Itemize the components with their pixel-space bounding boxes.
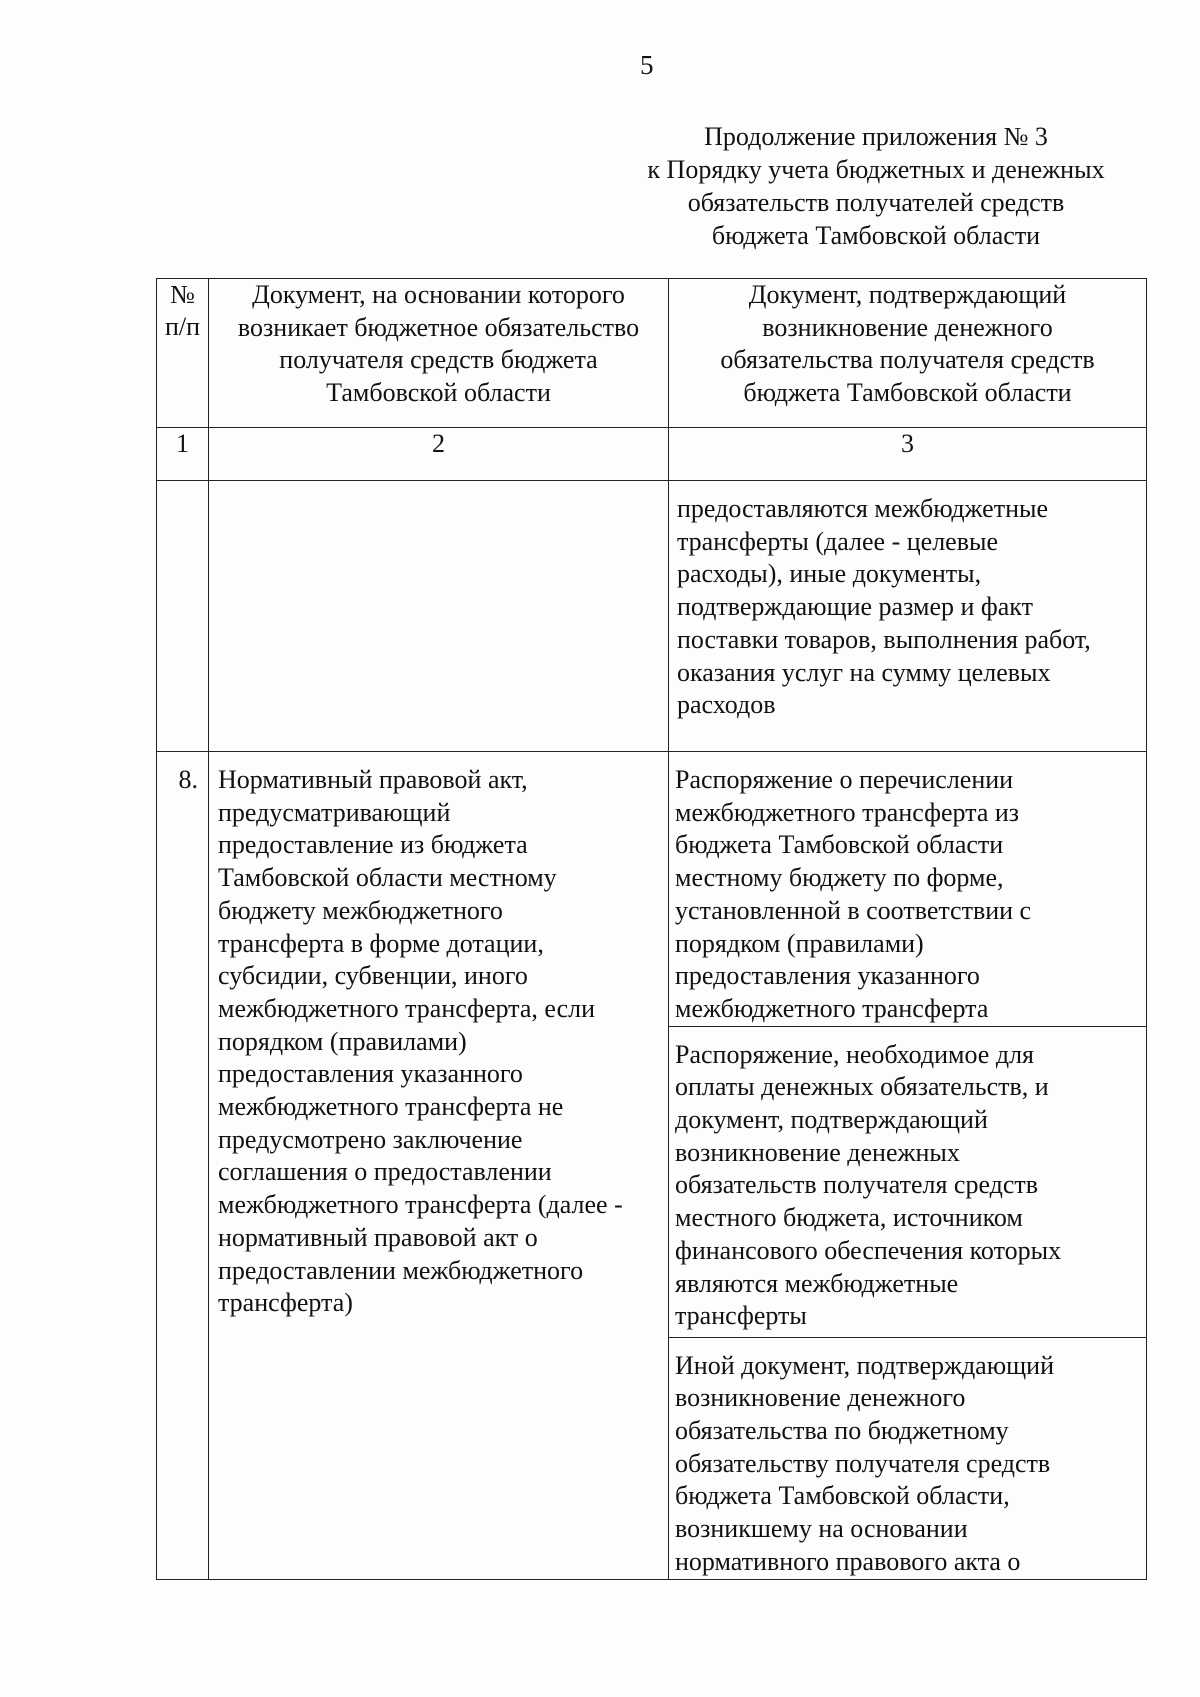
cell-line: предоставления указанного xyxy=(218,1059,523,1089)
cell-line: предоставления указанного xyxy=(675,961,980,991)
cell-line: трансферты xyxy=(675,1301,807,1331)
cell-line: бюджета Тамбовской области, xyxy=(675,1481,1010,1511)
cell-line: межбюджетного трансферта из xyxy=(675,797,1020,827)
appendix-heading-line: бюджета Тамбовской области xyxy=(711,221,1041,250)
cell-line: межбюджетного трансферта xyxy=(675,993,989,1023)
header-line: возникает бюджетное обязательство xyxy=(237,312,640,342)
cell-line: межбюджетного трансферта не xyxy=(218,1092,564,1122)
cell-line: местному бюджету по форме, xyxy=(675,863,1004,893)
cell-line: финансового обеспечения которых xyxy=(675,1235,1062,1265)
column-index-cell: 3 xyxy=(669,428,1147,481)
cell-line: субсидии, субвенции, иного xyxy=(218,961,528,991)
cell-line: поставки товаров, выполнения работ, xyxy=(677,624,1091,654)
cell-line: соглашения о предоставлении xyxy=(218,1157,552,1187)
confirming-document-cell xyxy=(669,481,1147,752)
cell-line: обязательству получателя средств xyxy=(675,1448,1051,1478)
cell-line: являются межбюджетные xyxy=(675,1268,959,1298)
row-number-cell: 8. xyxy=(157,752,209,1580)
header-line: Документ, подтверждающий xyxy=(748,280,1067,309)
appendix-heading-line: обязательств получателей средств xyxy=(687,188,1065,217)
cell-line: возникновение денежного xyxy=(675,1383,966,1413)
header-line: возникновение денежного xyxy=(762,312,1053,342)
header-basis-document-cell xyxy=(209,279,669,428)
cell-line: документ, подтверждающий xyxy=(675,1105,988,1135)
appendix-heading-line: к Порядку учета бюджетных и денежных xyxy=(647,155,1105,184)
documents-table xyxy=(156,278,1147,1580)
cell-line: Иной документ, подтверждающий xyxy=(675,1350,1054,1380)
cell-line: подтверждающие размер и факт xyxy=(677,592,1033,622)
cell-line: расходов xyxy=(677,690,776,720)
page-number: 5 xyxy=(640,50,654,80)
cell-line: бюджета Тамбовской области xyxy=(675,830,1004,860)
table-row xyxy=(157,752,1147,1027)
cell-line: предусмотрено заключение xyxy=(218,1124,523,1154)
cell-line: возникшему на основании xyxy=(675,1514,968,1544)
cell-line: установленной в соответствии с xyxy=(675,895,1032,925)
cell-line: оказания услуг на сумму целевых xyxy=(677,657,1051,687)
appendix-heading xyxy=(616,120,1136,252)
row-number-cell xyxy=(157,481,209,752)
cell-line: межбюджетного трансферта (далее - xyxy=(218,1190,623,1220)
confirming-document-cell xyxy=(669,1337,1147,1579)
cell-line: местного бюджета, источником xyxy=(675,1203,1023,1233)
table-row xyxy=(157,481,1147,752)
cell-line: нормативный правовой акт о xyxy=(218,1222,538,1252)
header-line: Документ, на основании которого xyxy=(252,280,625,309)
confirming-document-cell xyxy=(669,752,1147,1027)
cell-line: нормативного правового акта о xyxy=(675,1546,1021,1576)
cell-line: Распоряжение о перечислении xyxy=(675,765,1014,794)
cell-line: предоставление из бюджета xyxy=(218,830,528,860)
table-header-row xyxy=(157,279,1147,428)
cell-line: трансферта в форме дотации, xyxy=(218,928,544,958)
cell-line: расходы), иные документы, xyxy=(677,559,982,589)
cell-line: предусматривающий xyxy=(218,797,451,827)
cell-line: Нормативный правовой акт, xyxy=(218,765,528,794)
header-line: обязательства получателя средств xyxy=(720,345,1095,375)
header-number-line: № xyxy=(170,280,195,309)
header-confirming-document-cell xyxy=(669,279,1147,428)
cell-line: Распоряжение, необходимое для xyxy=(675,1039,1035,1069)
column-index-cell: 1 xyxy=(157,428,209,481)
basis-document-cell xyxy=(209,481,669,752)
cell-line: порядком (правилами) xyxy=(218,1026,467,1056)
appendix-heading-line: Продолжение приложения № 3 xyxy=(704,122,1048,151)
header-number-line: п/п xyxy=(164,312,201,341)
column-index-cell: 2 xyxy=(209,428,669,481)
header-number-cell xyxy=(157,279,209,428)
cell-line: предоставляются межбюджетные xyxy=(677,494,1048,523)
cell-line: бюджету межбюджетного xyxy=(218,895,503,925)
confirming-document-cell xyxy=(669,1026,1147,1337)
cell-line: предоставлении межбюджетного xyxy=(218,1255,584,1285)
header-line: Тамбовской области xyxy=(326,378,551,408)
cell-line: межбюджетного трансферта, если xyxy=(218,993,595,1023)
cell-line: трансферта) xyxy=(218,1288,353,1318)
header-line: бюджета Тамбовской области xyxy=(743,378,1072,408)
basis-document-cell xyxy=(209,752,669,1580)
cell-line: порядком (правилами) xyxy=(675,928,924,958)
cell-line: возникновение денежных xyxy=(675,1137,960,1167)
cell-line: обязательств получателя средств xyxy=(675,1170,1039,1200)
cell-line: обязательства по бюджетному xyxy=(675,1416,1009,1446)
cell-line: оплаты денежных обязательств, и xyxy=(675,1072,1049,1102)
column-index-row xyxy=(157,428,1147,481)
cell-line: трансферты (далее - целевые xyxy=(677,526,998,556)
cell-line: Тамбовской области местному xyxy=(218,863,557,893)
header-line: получателя средств бюджета xyxy=(279,345,598,375)
